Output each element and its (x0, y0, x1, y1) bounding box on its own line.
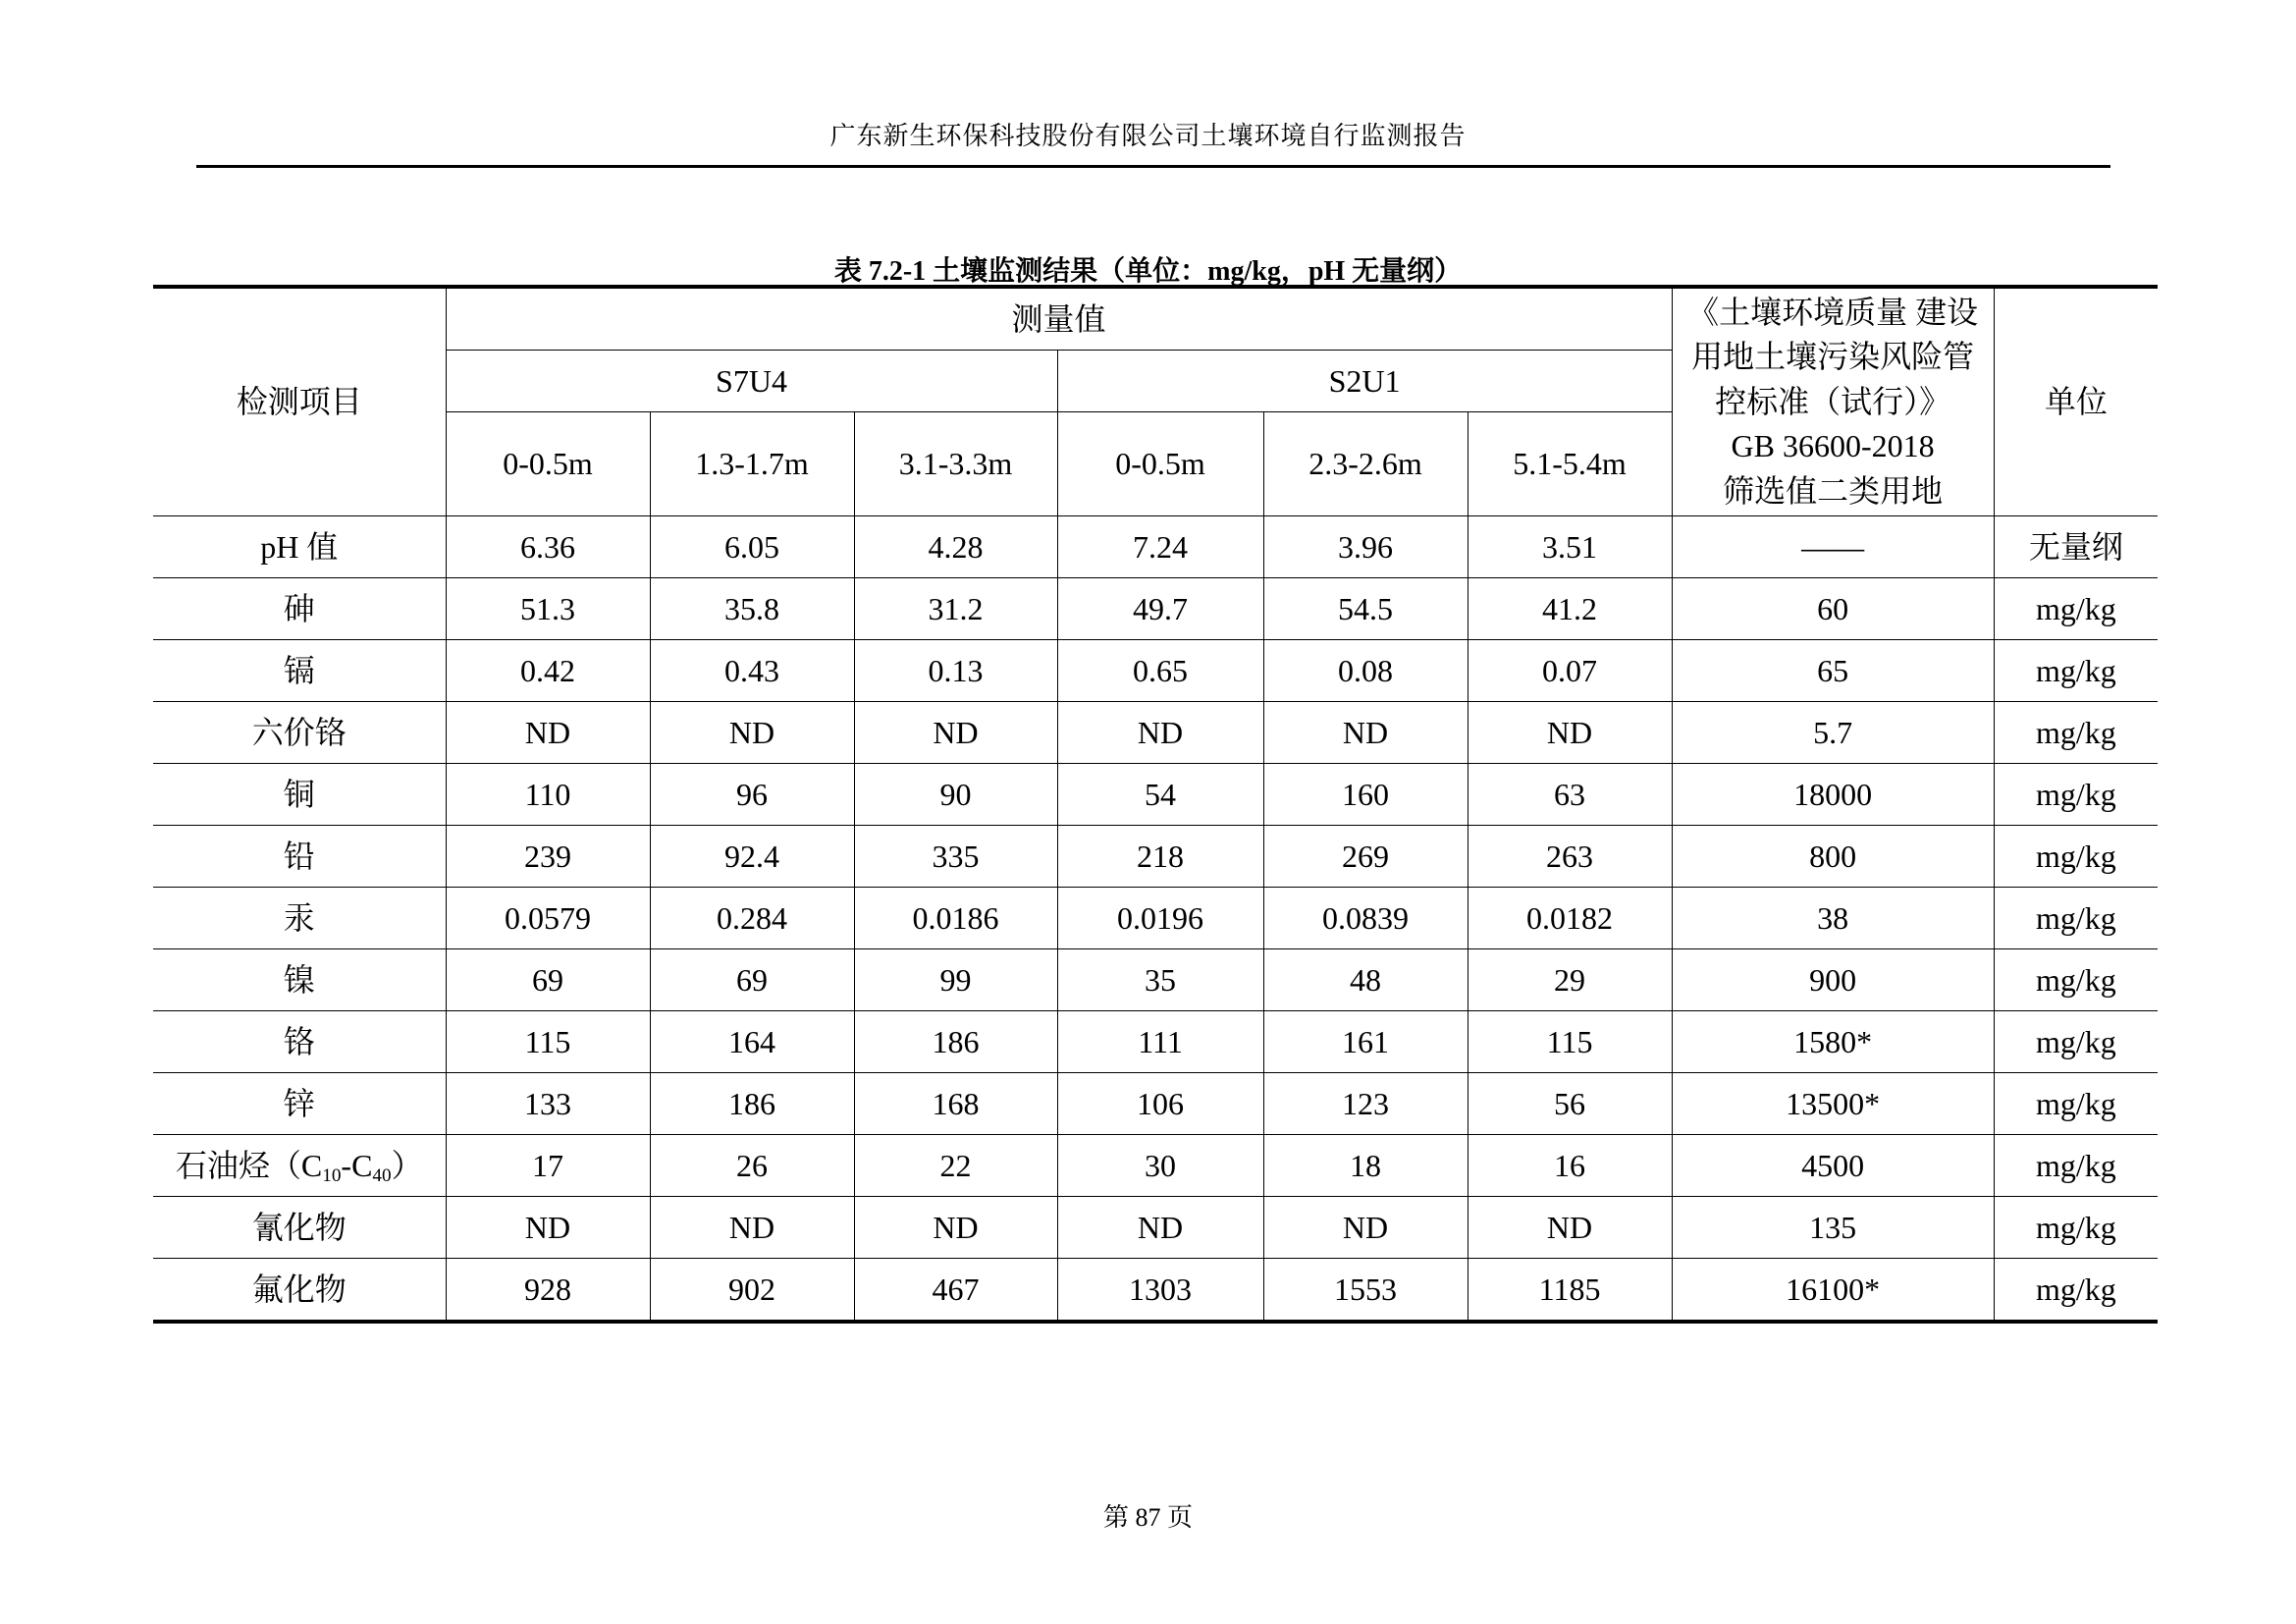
value-cell: ND (854, 1197, 1057, 1259)
value-cell: 69 (446, 949, 650, 1011)
value-cell: 29 (1468, 949, 1672, 1011)
unit-cell: mg/kg (1994, 1135, 2158, 1197)
standard-cell: 60 (1672, 578, 1994, 640)
value-cell: 0.43 (650, 640, 854, 702)
value-cell: 69 (650, 949, 854, 1011)
table-row (153, 1259, 2158, 1323)
value-cell: 54.5 (1263, 578, 1468, 640)
value-cell: 22 (854, 1135, 1057, 1197)
unit-cell: mg/kg (1994, 949, 2158, 1011)
value-cell: 115 (446, 1011, 650, 1073)
depth-header: 1.3-1.7m (650, 412, 854, 516)
value-cell: 31.2 (854, 578, 1057, 640)
value-cell: 168 (854, 1073, 1057, 1135)
table-row (153, 764, 2158, 826)
value-cell: ND (854, 702, 1057, 764)
unit-cell: 无量纲 (1994, 516, 2158, 578)
value-cell: 3.51 (1468, 516, 1672, 578)
value-cell: 0.0182 (1468, 888, 1672, 949)
value-cell: 49.7 (1057, 578, 1263, 640)
value-cell: 6.05 (650, 516, 854, 578)
value-cell: 0.284 (650, 888, 854, 949)
value-cell: 0.0839 (1263, 888, 1468, 949)
standard-header-line: 《土壤环境质量 建设 (1687, 294, 1979, 330)
value-cell: 0.65 (1057, 640, 1263, 702)
unit-cell: mg/kg (1994, 1011, 2158, 1073)
item-cell: 镉 (153, 640, 446, 702)
standard-cell: 13500* (1672, 1073, 1994, 1135)
standard-cell: 4500 (1672, 1135, 1994, 1197)
standard-header-line: 筛选值二类用地 (1723, 472, 1944, 509)
value-cell: 6.36 (446, 516, 650, 578)
item-cell: pH 值 (153, 516, 446, 578)
value-cell: 263 (1468, 826, 1672, 888)
unit-cell: mg/kg (1994, 764, 2158, 826)
value-cell: ND (446, 1197, 650, 1259)
table-row (153, 888, 2158, 949)
unit-cell: mg/kg (1994, 1197, 2158, 1259)
standard-cell: 5.7 (1672, 702, 1994, 764)
value-cell: 928 (446, 1259, 650, 1323)
value-cell: 54 (1057, 764, 1263, 826)
value-cell: 1303 (1057, 1259, 1263, 1323)
item-text: -C (341, 1147, 373, 1183)
value-cell: 3.96 (1263, 516, 1468, 578)
unit-cell: mg/kg (1994, 578, 2158, 640)
value-cell: 110 (446, 764, 650, 826)
value-cell: 1553 (1263, 1259, 1468, 1323)
value-cell: 0.0579 (446, 888, 650, 949)
unit-cell: mg/kg (1994, 1259, 2158, 1323)
table-row (153, 1011, 2158, 1073)
standard-cell: 18000 (1672, 764, 1994, 826)
item-cell: 铬 (153, 1011, 446, 1073)
standard-cell: 900 (1672, 949, 1994, 1011)
item-cell: 铜 (153, 764, 446, 826)
value-cell: 467 (854, 1259, 1057, 1323)
standard-header-line: GB 36600-2018 (1731, 428, 1935, 464)
depth-header: 5.1-5.4m (1468, 412, 1672, 516)
value-cell: 239 (446, 826, 650, 888)
value-cell: 0.0196 (1057, 888, 1263, 949)
standard-cell: 38 (1672, 888, 1994, 949)
value-cell: 96 (650, 764, 854, 826)
value-cell: 90 (854, 764, 1057, 826)
table-row (153, 1073, 2158, 1135)
standard-cell: 16100* (1672, 1259, 1994, 1323)
value-cell: 0.42 (446, 640, 650, 702)
value-cell: 335 (854, 826, 1057, 888)
value-cell: 17 (446, 1135, 650, 1197)
value-cell: 133 (446, 1073, 650, 1135)
depth-header: 2.3-2.6m (1263, 412, 1468, 516)
unit-cell: mg/kg (1994, 640, 2158, 702)
value-cell: ND (650, 702, 854, 764)
measured-header: 测量值 (446, 287, 1672, 351)
value-cell: ND (1057, 1197, 1263, 1259)
item-cell: 汞 (153, 888, 446, 949)
standard-header-line: 控标准（试行）》 (1715, 383, 1951, 419)
value-cell: 0.0186 (854, 888, 1057, 949)
standard-cell: 1580* (1672, 1011, 1994, 1073)
value-cell: 63 (1468, 764, 1672, 826)
header-rule (196, 165, 2110, 168)
value-cell: 1185 (1468, 1259, 1672, 1323)
value-cell: 218 (1057, 826, 1263, 888)
table-row (153, 702, 2158, 764)
item-header: 检测项目 (153, 287, 446, 516)
value-cell: 92.4 (650, 826, 854, 888)
item-cell: 镍 (153, 949, 446, 1011)
value-cell: 0.08 (1263, 640, 1468, 702)
site-header-s2u1: S2U1 (1057, 351, 1672, 412)
value-cell: 16 (1468, 1135, 1672, 1197)
value-cell: 4.28 (854, 516, 1057, 578)
value-cell: 115 (1468, 1011, 1672, 1073)
value-cell: ND (1263, 702, 1468, 764)
standard-cell: 65 (1672, 640, 1994, 702)
table-row (153, 949, 2158, 1011)
table-caption: 表 7.2-1 土壤监测结果（单位：mg/kg，pH 无量纲） (833, 256, 1463, 287)
value-cell: 35 (1057, 949, 1263, 1011)
value-cell: 48 (1263, 949, 1468, 1011)
standard-cell: —— (1672, 516, 1994, 578)
item-text: 石油烃（C (175, 1147, 323, 1183)
value-cell: ND (1263, 1197, 1468, 1259)
item-cell: 锌 (153, 1073, 446, 1135)
standard-header (1672, 287, 1994, 516)
standard-header-line: 用地土壤污染风险管 (1691, 339, 1975, 375)
item-cell: 氟化物 (153, 1259, 446, 1323)
value-cell: ND (446, 702, 650, 764)
value-cell: 51.3 (446, 578, 650, 640)
value-cell: 160 (1263, 764, 1468, 826)
value-cell: 7.24 (1057, 516, 1263, 578)
value-cell: 186 (650, 1073, 854, 1135)
value-cell: 186 (854, 1011, 1057, 1073)
depth-header: 0-0.5m (1057, 412, 1263, 516)
item-cell: 氰化物 (153, 1197, 446, 1259)
value-cell: 26 (650, 1135, 854, 1197)
value-cell: 164 (650, 1011, 854, 1073)
table-row (153, 578, 2158, 640)
table-row (153, 640, 2158, 702)
table-row (153, 1197, 2158, 1259)
value-cell: ND (1468, 702, 1672, 764)
value-cell: 56 (1468, 1073, 1672, 1135)
value-cell: 0.07 (1468, 640, 1672, 702)
value-cell: 41.2 (1468, 578, 1672, 640)
value-cell: 902 (650, 1259, 854, 1323)
item-cell: 砷 (153, 578, 446, 640)
unit-cell: mg/kg (1994, 826, 2158, 888)
value-cell: 35.8 (650, 578, 854, 640)
running-header: 广东新生环保科技股份有限公司土壤环境自行监测报告 (829, 122, 1467, 150)
depth-header: 3.1-3.3m (854, 412, 1057, 516)
unit-header: 单位 (1994, 287, 2158, 516)
value-cell: ND (1468, 1197, 1672, 1259)
page-number: 第 87 页 (1102, 1503, 1193, 1532)
value-cell: 123 (1263, 1073, 1468, 1135)
standard-cell: 800 (1672, 826, 1994, 888)
item-subscript: 10 (322, 1164, 342, 1186)
value-cell: 161 (1263, 1011, 1468, 1073)
item-text: ） (391, 1147, 423, 1183)
value-cell: 30 (1057, 1135, 1263, 1197)
item-cell: 铅 (153, 826, 446, 888)
table-row (153, 516, 2158, 578)
depth-header: 0-0.5m (446, 412, 650, 516)
value-cell: 18 (1263, 1135, 1468, 1197)
site-header-s7u4: S7U4 (446, 351, 1057, 412)
unit-cell: mg/kg (1994, 1073, 2158, 1135)
table-row (153, 826, 2158, 888)
value-cell: 106 (1057, 1073, 1263, 1135)
item-subscript: 40 (372, 1164, 392, 1186)
item-cell (153, 1135, 446, 1197)
value-cell: ND (1057, 702, 1263, 764)
value-cell: 0.13 (854, 640, 1057, 702)
value-cell: ND (650, 1197, 854, 1259)
unit-cell: mg/kg (1994, 702, 2158, 764)
standard-cell: 135 (1672, 1197, 1994, 1259)
table-row (153, 1135, 2158, 1197)
value-cell: 111 (1057, 1011, 1263, 1073)
unit-cell: mg/kg (1994, 888, 2158, 949)
value-cell: 269 (1263, 826, 1468, 888)
item-cell: 六价铬 (153, 702, 446, 764)
soil-monitoring-table (153, 285, 2158, 1324)
value-cell: 99 (854, 949, 1057, 1011)
